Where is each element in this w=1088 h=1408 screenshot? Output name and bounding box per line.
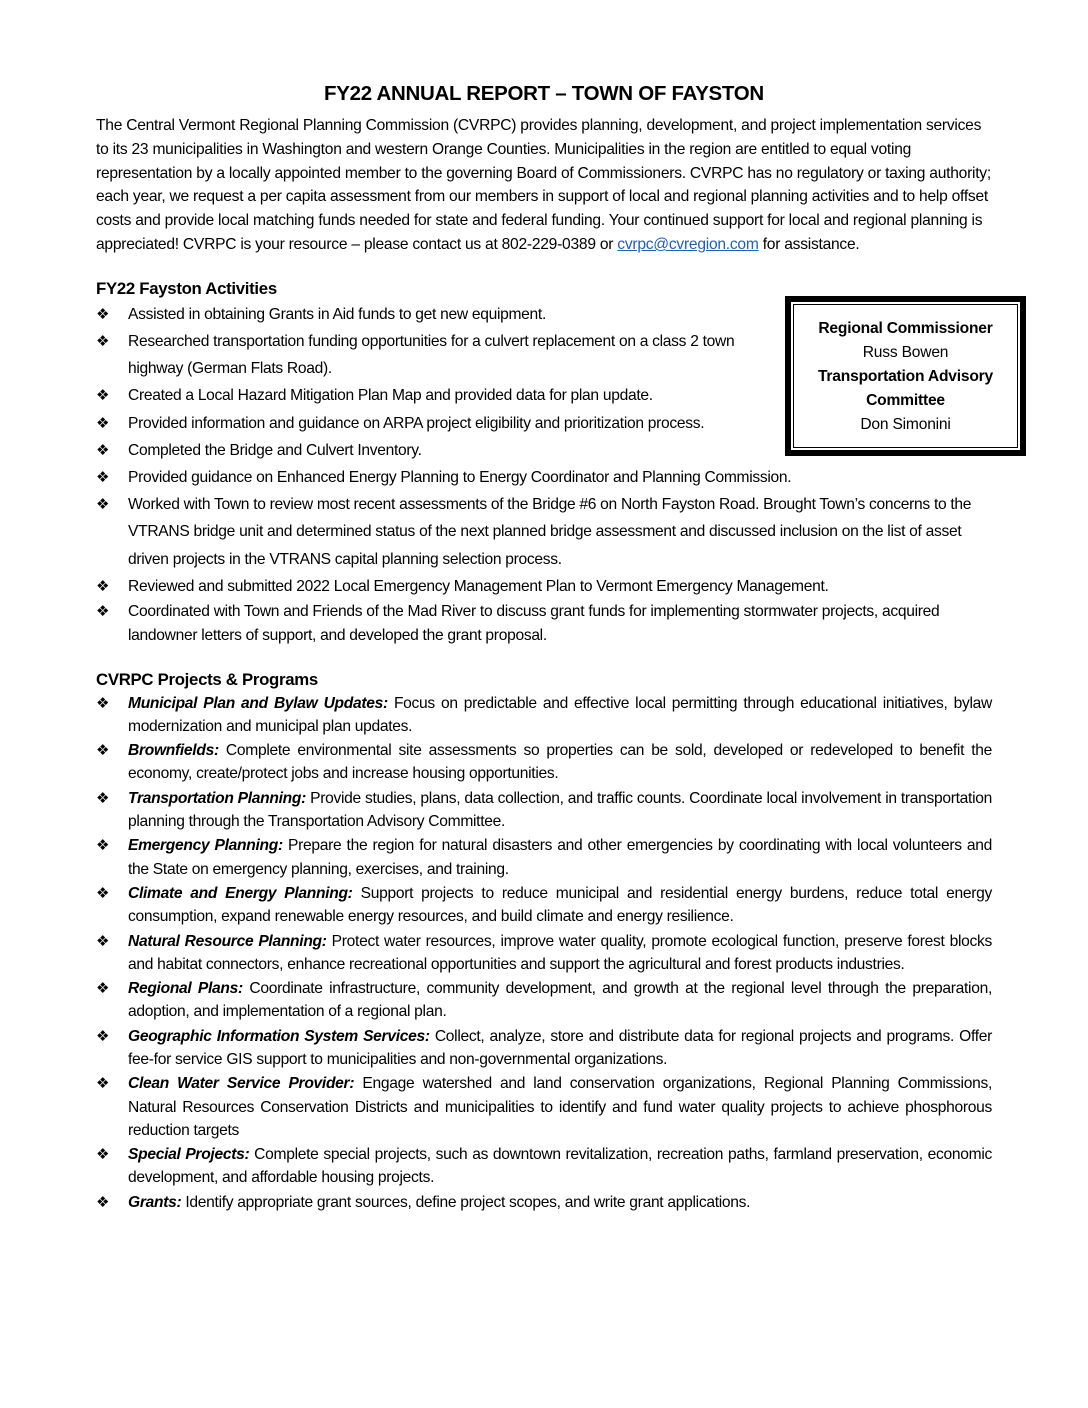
- list-item: [96, 1143, 992, 1189]
- list-item: [96, 977, 992, 1023]
- diamond-bullet-icon: ❖: [96, 1075, 110, 1093]
- commissioner-info-inner: [793, 304, 1018, 448]
- program-term: Geographic Information System Services:: [128, 1027, 430, 1045]
- tac-label-line-2: Committee: [866, 392, 945, 409]
- program-description: Engage watershed and land conservation organizations, Regional Planning Commissions, Natural Resources Conservation Districts and municipalities to identify and fund water quality projects to achieve phosphorous reduction targets: [128, 1075, 992, 1139]
- diamond-bullet-icon: ❖: [96, 603, 110, 621]
- diamond-bullet-icon: ❖: [96, 837, 110, 855]
- diamond-bullet-icon: ❖: [96, 414, 110, 432]
- list-item: [96, 882, 992, 928]
- program-description: Focus on predictable and effective local permitting through educational initiatives, bylaw modernization and municipal plan updates.: [128, 694, 992, 735]
- program-term: Grants:: [128, 1193, 182, 1211]
- program-term: Transportation Planning:: [128, 789, 306, 807]
- list-item: ❖ Coordinated with Town and Friends of the Mad River to discuss grant funds for implementing stormwater projects, acquired landowner letters of support, and developed the grant proposal.: [96, 600, 992, 648]
- program-term: Regional Plans:: [128, 980, 243, 998]
- diamond-bullet-icon: ❖: [96, 496, 110, 514]
- tac-label-line-1: Transportation Advisory: [817, 368, 994, 385]
- program-description: Identify appropriate grant sources, define project scopes, and write grant applications.: [181, 1193, 751, 1211]
- diamond-bullet-icon: ❖: [96, 789, 110, 807]
- list-item: ❖ Assisted in obtaining Grants in Aid funds to get new equipment.: [96, 301, 768, 328]
- program-term: Municipal Plan and Bylaw Updates:: [128, 694, 388, 712]
- intro-text: The Central Vermont Regional Planning Commission (CVRPC) provides planning, development, and project implementation services to its 23 municipalities in Washington and western Orange Counties. Municipalities in the region are entitled to equal voting representation by a locally appointed member to the governing Board of Commissioners. CVRPC has no regulatory or taxing authority; each year, we request a per capita assessment from our members in support of local and regional planning activities and to help offset costs and provide local matching funds needed for state and federal funding. Your continued support for local and regional planning is appreciated! CVRPC is your resource – please contact us at 802-229-0389 or: [96, 117, 991, 253]
- page-title: FY22 ANNUAL REPORT – TOWN OF FAYSTON: [324, 82, 764, 105]
- program-description: Collect, analyze, store and distribute data for regional projects and programs. Offer fee-for service GIS support to municipalities and non-governmental organizations.: [128, 1027, 992, 1068]
- program-description: Complete environmental site assessments so properties can be sold, developed or redeveloped to benefit the economy, create/protect jobs and increase housing opportunities.: [128, 742, 992, 783]
- list-item: [96, 1025, 992, 1071]
- program-term: Brownfields:: [128, 742, 219, 760]
- commissioner-info-box: [785, 296, 1026, 456]
- diamond-bullet-icon: ❖: [96, 577, 110, 595]
- program-description: Coordinate infrastructure, community development, and growth at the regional level through the preparation, adoption, and implementation of a regional plan.: [128, 980, 992, 1021]
- diamond-bullet-icon: ❖: [96, 694, 110, 712]
- list-item: [96, 739, 992, 785]
- list-item: ❖ Completed the Bridge and Culvert Inventory.: [96, 437, 992, 464]
- list-item: [96, 834, 992, 880]
- program-description: Provide studies, plans, data collection, and traffic counts. Coordinate local involvement in transportation planning through the Transportation Advisory Committee.: [128, 789, 992, 830]
- diamond-bullet-icon: ❖: [96, 1027, 110, 1045]
- list-item: [96, 787, 992, 833]
- program-description: Support projects to reduce municipal and residential energy burdens, reduce total energy consumption, expand renewable energy resources, and build climate and energy resilience.: [128, 884, 992, 926]
- diamond-bullet-icon: ❖: [96, 469, 110, 486]
- list-item: ❖ Reviewed and submitted 2022 Local Emergency Management Plan to Vermont Emergency Management.: [96, 573, 992, 600]
- list-item: [96, 1072, 992, 1142]
- report-page: [96, 80, 992, 1215]
- programs-heading: CVRPC Projects & Programs: [96, 669, 318, 689]
- email-link[interactable]: cvrpc@cvregion.com: [617, 235, 759, 253]
- diamond-bullet-icon: ❖: [96, 932, 110, 950]
- regional-commissioner-name: Russ Bowen: [862, 344, 949, 361]
- diamond-bullet-icon: ❖: [96, 305, 110, 323]
- list-item: ❖ Created a Local Hazard Mitigation Plan Map and provided data for plan update.: [96, 382, 798, 409]
- program-term: Climate and Energy Planning:: [128, 884, 353, 902]
- list-item: ❖ Provided information and guidance on ARPA project eligibility and prioritization process.: [96, 410, 992, 437]
- program-term: Special Projects:: [128, 1146, 250, 1164]
- tac-member-name: Don Simonini: [860, 416, 951, 433]
- list-item: [96, 930, 992, 976]
- list-item: ❖ Researched transportation funding opportunities for a culvert replacement on a class 2 town highway (German Flats Road).: [96, 328, 768, 382]
- list-item: ❖ Provided guidance on Enhanced Energy Planning to Energy Coordinator and Planning Commission.: [96, 464, 992, 491]
- diamond-bullet-icon: ❖: [96, 1146, 110, 1164]
- program-term: Emergency Planning:: [128, 837, 283, 855]
- diamond-bullet-icon: ❖: [96, 742, 110, 760]
- program-description: Protect water resources, improve water quality, promote ecological function, preserve forest blocks and habitat connectors, enhance recreational opportunities and support the agricultural and forest products industries.: [128, 932, 992, 973]
- regional-commissioner-label: Regional Commissioner: [818, 320, 993, 337]
- diamond-bullet-icon: ❖: [96, 980, 110, 998]
- program-term: Clean Water Service Provider:: [128, 1075, 355, 1093]
- program-term: Natural Resource Planning:: [128, 932, 327, 950]
- diamond-bullet-icon: ❖: [96, 441, 110, 459]
- diamond-bullet-icon: ❖: [96, 332, 110, 350]
- program-description: Complete special projects, such as downtown revitalization, recreation paths, farmland preservation, economic development, and affordable housing projects.: [128, 1146, 992, 1187]
- activities-heading: FY22 Fayston Activities: [96, 278, 277, 298]
- programs-list: [96, 692, 992, 1214]
- intro-text-end: for assistance.: [758, 235, 860, 253]
- diamond-bullet-icon: ❖: [96, 1193, 110, 1211]
- intro-paragraph: [96, 114, 992, 257]
- list-item: [96, 1191, 992, 1214]
- list-item: [96, 692, 992, 738]
- program-description: Prepare the region for natural disasters and other emergencies by coordinating with local volunteers and the State on emergency planning, exercises, and training.: [128, 837, 992, 878]
- list-item: ❖ Worked with Town to review most recent assessments of the Bridge #6 on North Fayston Road. Brought Town’s concerns to the VTRANS bridge unit and determined status of the next planned bridge assessment and discussed inclusion on the list of asset driven projects in the VTRANS capital planning selection process.: [96, 491, 992, 573]
- diamond-bullet-icon: ❖: [96, 387, 110, 405]
- diamond-bullet-icon: ❖: [96, 884, 110, 902]
